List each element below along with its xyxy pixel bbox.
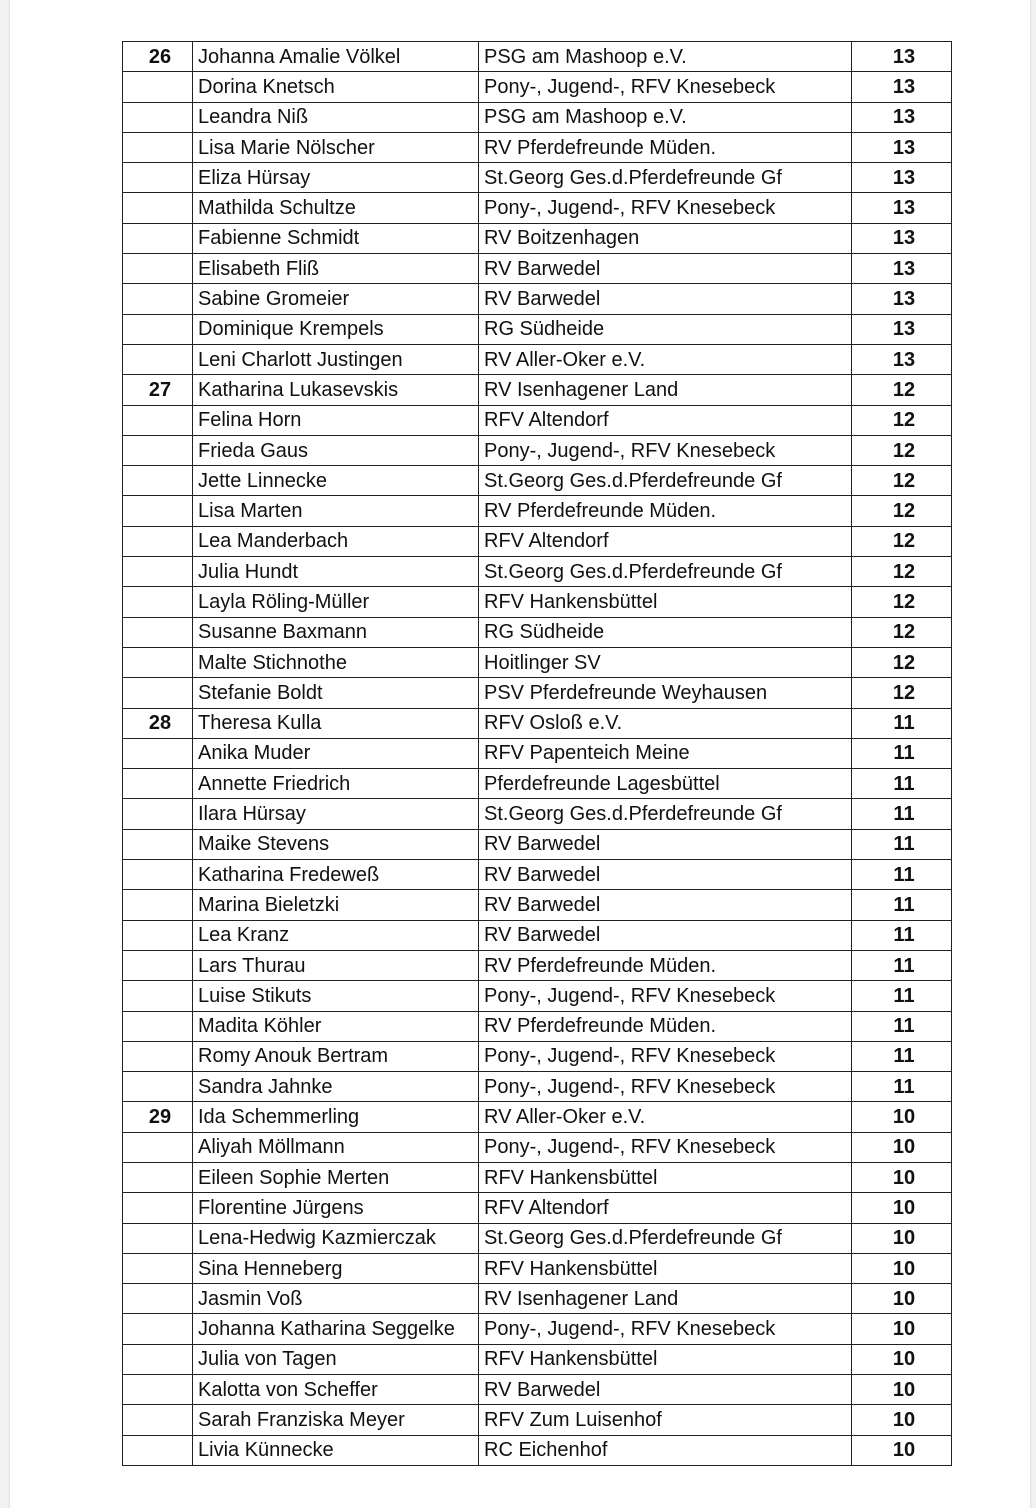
name-cell: Lena-Hedwig Kazmierczak [193, 1223, 479, 1253]
rank-cell [123, 890, 193, 920]
points-cell: 11 [852, 769, 952, 799]
club-cell: RG Südheide [479, 314, 852, 344]
points-cell: 10 [852, 1405, 952, 1435]
rank-cell [123, 1375, 193, 1405]
name-cell: Sina Henneberg [193, 1253, 479, 1283]
rank-cell [123, 132, 193, 162]
club-cell: Pony-, Jugend-, RFV Knesebeck [479, 1314, 852, 1344]
table-row [123, 102, 952, 132]
name-cell: Maike Stevens [193, 829, 479, 859]
name-cell: Eileen Sophie Merten [193, 1162, 479, 1192]
rank-cell [123, 1072, 193, 1102]
points-cell: 11 [852, 738, 952, 768]
name-cell: Leandra Niß [193, 102, 479, 132]
name-cell: Johanna Amalie Völkel [193, 42, 479, 72]
club-cell: RFV Zum Luisenhof [479, 1405, 852, 1435]
points-cell: 11 [852, 708, 952, 738]
rank-cell [123, 1193, 193, 1223]
name-cell: Marina Bieletzki [193, 890, 479, 920]
name-cell: Layla Röling-Müller [193, 587, 479, 617]
name-cell: Lisa Marten [193, 496, 479, 526]
table-row [123, 769, 952, 799]
table-row [123, 981, 952, 1011]
rank-cell [123, 950, 193, 980]
name-cell: Frieda Gaus [193, 435, 479, 465]
points-cell: 10 [852, 1284, 952, 1314]
rank-cell [123, 617, 193, 647]
rank-cell [123, 405, 193, 435]
table-row [123, 1011, 952, 1041]
club-cell: St.Georg Ges.d.Pferdefreunde Gf [479, 1223, 852, 1253]
club-cell: Pony-, Jugend-, RFV Knesebeck [479, 72, 852, 102]
table-row [123, 860, 952, 890]
club-cell: RV Isenhagener Land [479, 1284, 852, 1314]
name-cell: Sabine Gromeier [193, 284, 479, 314]
club-cell: PSG am Mashoop e.V. [479, 42, 852, 72]
club-cell: St.Georg Ges.d.Pferdefreunde Gf [479, 466, 852, 496]
club-cell: RV Pferdefreunde Müden. [479, 132, 852, 162]
rank-cell [123, 1011, 193, 1041]
table-row [123, 708, 952, 738]
table-row [123, 950, 952, 980]
table-row [123, 1375, 952, 1405]
name-cell: Dorina Knetsch [193, 72, 479, 102]
points-cell: 12 [852, 526, 952, 556]
club-cell: RV Pferdefreunde Müden. [479, 1011, 852, 1041]
points-cell: 10 [852, 1193, 952, 1223]
rank-cell [123, 1223, 193, 1253]
table-row [123, 72, 952, 102]
name-cell: Elisabeth Fliß [193, 254, 479, 284]
table-row [123, 557, 952, 587]
name-cell: Lea Kranz [193, 920, 479, 950]
club-cell: RV Pferdefreunde Müden. [479, 950, 852, 980]
name-cell: Theresa Kulla [193, 708, 479, 738]
points-cell: 12 [852, 405, 952, 435]
name-cell: Katharina Fredeweß [193, 860, 479, 890]
rank-cell: 27 [123, 375, 193, 405]
name-cell: Annette Friedrich [193, 769, 479, 799]
club-cell: RV Isenhagener Land [479, 375, 852, 405]
table-row [123, 1041, 952, 1071]
points-cell: 13 [852, 284, 952, 314]
name-cell: Sarah Franziska Meyer [193, 1405, 479, 1435]
table-row [123, 1314, 952, 1344]
club-cell: Pony-, Jugend-, RFV Knesebeck [479, 435, 852, 465]
points-cell: 11 [852, 890, 952, 920]
name-cell: Julia von Tagen [193, 1344, 479, 1374]
table-row [123, 678, 952, 708]
points-cell: 12 [852, 557, 952, 587]
points-cell: 11 [852, 860, 952, 890]
club-cell: St.Georg Ges.d.Pferdefreunde Gf [479, 163, 852, 193]
club-cell: Pferdefreunde Lagesbüttel [479, 769, 852, 799]
name-cell: Lisa Marie Nölscher [193, 132, 479, 162]
rank-cell: 28 [123, 708, 193, 738]
points-cell: 10 [852, 1253, 952, 1283]
rank-cell [123, 1041, 193, 1071]
club-cell: RV Barwedel [479, 829, 852, 859]
points-cell: 13 [852, 42, 952, 72]
club-cell: Hoitlinger SV [479, 647, 852, 677]
rank-cell [123, 466, 193, 496]
rank-cell [123, 587, 193, 617]
points-cell: 13 [852, 254, 952, 284]
table-row [123, 1223, 952, 1253]
table-row [123, 284, 952, 314]
points-cell: 12 [852, 647, 952, 677]
results-table [122, 41, 952, 1466]
club-cell: PSV Pferdefreunde Weyhausen [479, 678, 852, 708]
name-cell: Susanne Baxmann [193, 617, 479, 647]
rank-cell [123, 193, 193, 223]
rank-cell [123, 678, 193, 708]
club-cell: Pony-, Jugend-, RFV Knesebeck [479, 193, 852, 223]
name-cell: Jasmin Voß [193, 1284, 479, 1314]
points-cell: 11 [852, 950, 952, 980]
club-cell: Pony-, Jugend-, RFV Knesebeck [479, 1132, 852, 1162]
name-cell: Felina Horn [193, 405, 479, 435]
rank-cell [123, 223, 193, 253]
rank-cell [123, 738, 193, 768]
rank-cell [123, 163, 193, 193]
rank-cell [123, 1314, 193, 1344]
points-cell: 10 [852, 1435, 952, 1465]
points-cell: 13 [852, 163, 952, 193]
table-row [123, 1132, 952, 1162]
points-cell: 11 [852, 981, 952, 1011]
points-cell: 11 [852, 920, 952, 950]
rank-cell [123, 1284, 193, 1314]
rank-cell [123, 1344, 193, 1374]
points-cell: 12 [852, 587, 952, 617]
table-row [123, 526, 952, 556]
rank-cell [123, 557, 193, 587]
club-cell: RV Aller-Oker e.V. [479, 344, 852, 374]
rank-cell [123, 829, 193, 859]
name-cell: Malte Stichnothe [193, 647, 479, 677]
table-row [123, 920, 952, 950]
points-cell: 10 [852, 1223, 952, 1253]
points-cell: 13 [852, 314, 952, 344]
name-cell: Jette Linnecke [193, 466, 479, 496]
table-row [123, 1344, 952, 1374]
document-page [10, 0, 1030, 1508]
rank-cell [123, 860, 193, 890]
name-cell: Leni Charlott Justingen [193, 344, 479, 374]
points-cell: 13 [852, 344, 952, 374]
club-cell: RFV Altendorf [479, 526, 852, 556]
table-row [123, 587, 952, 617]
rank-cell: 29 [123, 1102, 193, 1132]
table-row [123, 314, 952, 344]
table-row [123, 1193, 952, 1223]
club-cell: RG Südheide [479, 617, 852, 647]
points-cell: 11 [852, 799, 952, 829]
table-row [123, 799, 952, 829]
club-cell: RC Eichenhof [479, 1435, 852, 1465]
rank-cell [123, 102, 193, 132]
points-cell: 11 [852, 1041, 952, 1071]
table-row [123, 496, 952, 526]
club-cell: RFV Hankensbüttel [479, 587, 852, 617]
table-row [123, 466, 952, 496]
points-cell: 10 [852, 1375, 952, 1405]
rank-cell [123, 526, 193, 556]
club-cell: RFV Osloß e.V. [479, 708, 852, 738]
points-cell: 12 [852, 466, 952, 496]
table-row [123, 890, 952, 920]
rank-cell [123, 1435, 193, 1465]
rank-cell [123, 435, 193, 465]
name-cell: Luise Stikuts [193, 981, 479, 1011]
table-row [123, 829, 952, 859]
rank-cell: 26 [123, 42, 193, 72]
club-cell: RV Barwedel [479, 920, 852, 950]
points-cell: 10 [852, 1314, 952, 1344]
name-cell: Florentine Jürgens [193, 1193, 479, 1223]
club-cell: RFV Hankensbüttel [479, 1253, 852, 1283]
rank-cell [123, 72, 193, 102]
club-cell: RV Barwedel [479, 890, 852, 920]
table-row [123, 617, 952, 647]
table-row [123, 1405, 952, 1435]
name-cell: Julia Hundt [193, 557, 479, 587]
table-row [123, 647, 952, 677]
name-cell: Kalotta von Scheffer [193, 1375, 479, 1405]
table-row [123, 254, 952, 284]
name-cell: Sandra Jahnke [193, 1072, 479, 1102]
rank-cell [123, 1132, 193, 1162]
name-cell: Madita Köhler [193, 1011, 479, 1041]
points-cell: 12 [852, 435, 952, 465]
results-table-body [123, 42, 952, 1466]
club-cell: RV Barwedel [479, 254, 852, 284]
rank-cell [123, 981, 193, 1011]
table-row [123, 1253, 952, 1283]
rank-cell [123, 314, 193, 344]
rank-cell [123, 1253, 193, 1283]
club-cell: RV Aller-Oker e.V. [479, 1102, 852, 1132]
points-cell: 12 [852, 617, 952, 647]
points-cell: 10 [852, 1344, 952, 1374]
name-cell: Stefanie Boldt [193, 678, 479, 708]
table-row [123, 344, 952, 374]
points-cell: 11 [852, 829, 952, 859]
points-cell: 13 [852, 132, 952, 162]
name-cell: Lea Manderbach [193, 526, 479, 556]
name-cell: Livia Künnecke [193, 1435, 479, 1465]
rank-cell [123, 344, 193, 374]
rank-cell [123, 254, 193, 284]
points-cell: 10 [852, 1102, 952, 1132]
table-row [123, 1162, 952, 1192]
club-cell: St.Georg Ges.d.Pferdefreunde Gf [479, 799, 852, 829]
points-cell: 10 [852, 1132, 952, 1162]
club-cell: Pony-, Jugend-, RFV Knesebeck [479, 1041, 852, 1071]
rank-cell [123, 1405, 193, 1435]
table-row [123, 1102, 952, 1132]
club-cell: RFV Papenteich Meine [479, 738, 852, 768]
rank-cell [123, 496, 193, 526]
rank-cell [123, 284, 193, 314]
rank-cell [123, 920, 193, 950]
points-cell: 10 [852, 1162, 952, 1192]
table-row [123, 163, 952, 193]
table-row [123, 1284, 952, 1314]
rank-cell [123, 799, 193, 829]
club-cell: RFV Hankensbüttel [479, 1344, 852, 1374]
table-row [123, 223, 952, 253]
table-row [123, 132, 952, 162]
table-row [123, 435, 952, 465]
points-cell: 12 [852, 496, 952, 526]
points-cell: 12 [852, 678, 952, 708]
name-cell: Ilara Hürsay [193, 799, 479, 829]
name-cell: Katharina Lukasevskis [193, 375, 479, 405]
name-cell: Dominique Krempels [193, 314, 479, 344]
rank-cell [123, 1162, 193, 1192]
name-cell: Johanna Katharina Seggelke [193, 1314, 479, 1344]
points-cell: 13 [852, 193, 952, 223]
table-row [123, 193, 952, 223]
points-cell: 11 [852, 1011, 952, 1041]
table-row [123, 42, 952, 72]
points-cell: 11 [852, 1072, 952, 1102]
table-row [123, 738, 952, 768]
name-cell: Mathilda Schultze [193, 193, 479, 223]
rank-cell [123, 647, 193, 677]
rank-cell [123, 769, 193, 799]
club-cell: PSG am Mashoop e.V. [479, 102, 852, 132]
name-cell: Fabienne Schmidt [193, 223, 479, 253]
table-row [123, 1435, 952, 1465]
club-cell: St.Georg Ges.d.Pferdefreunde Gf [479, 557, 852, 587]
club-cell: RV Boitzenhagen [479, 223, 852, 253]
club-cell: RFV Altendorf [479, 405, 852, 435]
points-cell: 13 [852, 72, 952, 102]
club-cell: RFV Altendorf [479, 1193, 852, 1223]
name-cell: Lars Thurau [193, 950, 479, 980]
name-cell: Aliyah Möllmann [193, 1132, 479, 1162]
points-cell: 13 [852, 102, 952, 132]
club-cell: RV Barwedel [479, 1375, 852, 1405]
club-cell: RV Barwedel [479, 860, 852, 890]
club-cell: RV Barwedel [479, 284, 852, 314]
club-cell: RV Pferdefreunde Müden. [479, 496, 852, 526]
name-cell: Anika Muder [193, 738, 479, 768]
name-cell: Romy Anouk Bertram [193, 1041, 479, 1071]
table-row [123, 1072, 952, 1102]
club-cell: RFV Hankensbüttel [479, 1162, 852, 1192]
club-cell: Pony-, Jugend-, RFV Knesebeck [479, 981, 852, 1011]
name-cell: Eliza Hürsay [193, 163, 479, 193]
points-cell: 12 [852, 375, 952, 405]
table-row [123, 405, 952, 435]
name-cell: Ida Schemmerling [193, 1102, 479, 1132]
table-row [123, 375, 952, 405]
points-cell: 13 [852, 223, 952, 253]
club-cell: Pony-, Jugend-, RFV Knesebeck [479, 1072, 852, 1102]
